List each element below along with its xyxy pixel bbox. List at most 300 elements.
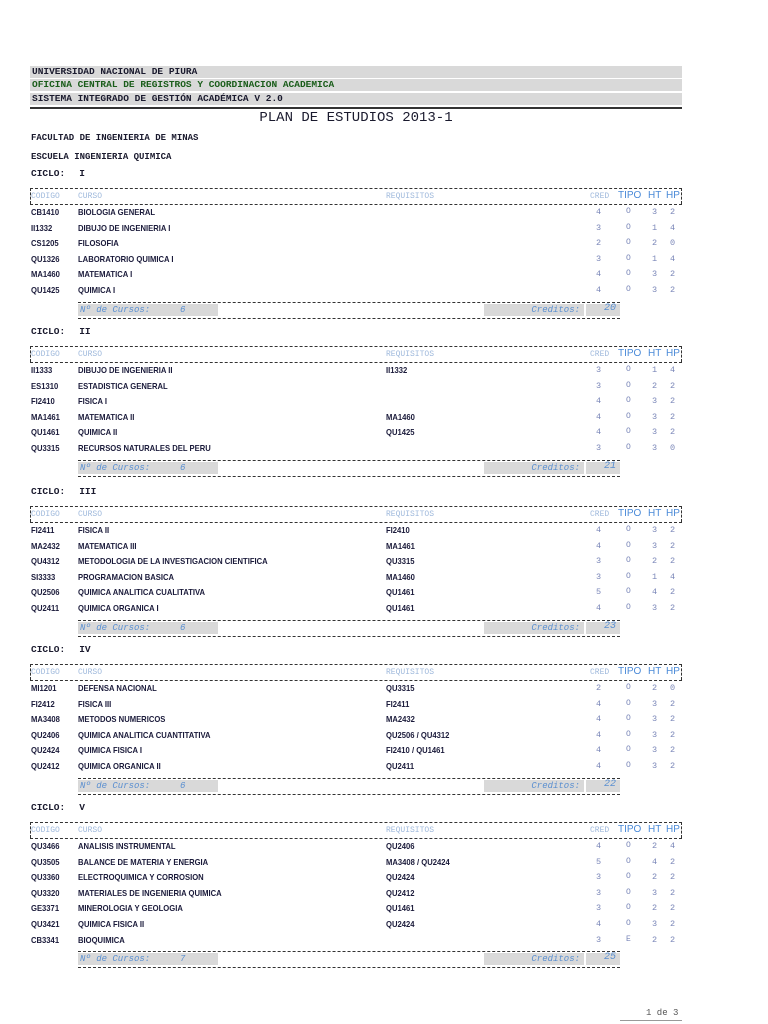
course-requisites: QU1461: [386, 587, 415, 598]
course-code: II1333: [31, 365, 53, 375]
course-name: PROGRAMACION BASICA: [78, 571, 175, 582]
course-code: QU3315: [31, 443, 60, 453]
course-row: [0, 207, 768, 222]
course-type: O: [626, 761, 631, 770]
course-row: [0, 269, 768, 284]
col-header-hp: HP: [666, 508, 680, 519]
course-name: MINEROLOGIA Y GEOLOGIA: [78, 903, 183, 914]
table-header-right-border: [681, 188, 682, 204]
ciclo-label-text: CICLO:: [31, 644, 66, 655]
course-type: O: [626, 540, 631, 550]
course-code: QU2424: [31, 745, 60, 756]
course-code: MI1201: [31, 683, 57, 693]
course-name: DEFENSA NACIONAL: [78, 683, 157, 693]
summary-bottom-rule: [78, 318, 620, 319]
course-practice-hours: 2: [670, 380, 676, 391]
course-credits: 3: [596, 365, 602, 375]
header-rule: [30, 107, 682, 109]
course-requisites: MA1460: [386, 571, 415, 582]
course-row: [0, 761, 768, 776]
header-university: UNIVERSIDAD NACIONAL DE PIURA: [30, 66, 682, 78]
col-header-tipo: TIPO: [618, 824, 642, 835]
credits-label: Creditos:: [531, 304, 580, 315]
course-credits: 4: [596, 427, 602, 438]
credits-bar: [484, 780, 584, 792]
col-header-ht: HT: [648, 824, 662, 835]
course-credits: 4: [596, 540, 602, 551]
ciclo-label-text: CICLO:: [31, 326, 66, 337]
course-theory-hours: 3: [652, 919, 658, 929]
courses-count-bar: [78, 304, 218, 316]
courses-count-label: Nº de Cursos:: [80, 622, 151, 633]
course-credits: 4: [596, 761, 602, 771]
course-code: II1332: [31, 222, 53, 233]
course-code: CS1205: [31, 238, 59, 249]
courses-count-value: 6: [180, 622, 186, 633]
course-credits: 3: [596, 903, 602, 914]
header-system: SISTEMA INTEGRADO DE GESTIÓN ACADÉMICA V 2.0: [30, 93, 682, 105]
course-type: O: [626, 919, 631, 928]
course-name: MATEMATICA II: [78, 411, 135, 422]
course-credits: 4: [596, 285, 602, 295]
course-theory-hours: 1: [652, 571, 658, 582]
header-office: OFICINA CENTRAL DE REGISTROS Y COORDINACION ACADEMICA: [30, 79, 682, 91]
summary-bottom-rule: [78, 476, 620, 477]
course-row: [0, 412, 768, 427]
course-practice-hours: 0: [670, 683, 676, 693]
col-header-tipo: TIPO: [618, 190, 642, 201]
ciclo-number: II: [79, 326, 91, 337]
course-theory-hours: 3: [652, 525, 658, 535]
course-row: [0, 556, 768, 571]
course-name: METODOS NUMERICOS: [78, 714, 166, 725]
credits-value: 22: [604, 778, 617, 790]
course-credits: 3: [596, 443, 602, 453]
course-code: QU3320: [31, 887, 60, 898]
table-header-bottom-rule: [30, 204, 682, 205]
course-type: O: [626, 365, 631, 374]
course-practice-hours: 2: [670, 525, 676, 535]
course-practice-hours: 2: [670, 411, 676, 422]
col-header-requisitos: REQUISITOS: [386, 826, 435, 835]
course-theory-hours: 2: [652, 903, 658, 914]
col-header-requisitos: REQUISITOS: [386, 350, 435, 359]
table-header-top-rule: [30, 346, 682, 347]
course-credits: 5: [596, 856, 602, 867]
course-code: MA1461: [31, 411, 60, 422]
table-header-bottom-rule: [30, 362, 682, 363]
course-row: [0, 381, 768, 396]
course-credits: 2: [596, 683, 602, 693]
course-practice-hours: 2: [670, 396, 676, 407]
course-code: QU2412: [31, 761, 60, 771]
course-code: MA2432: [31, 540, 60, 551]
ciclo-label: [31, 486, 96, 497]
page-number: 1 de 3: [646, 1008, 679, 1018]
course-name: QUIMICA ANALITICA CUALITATIVA: [78, 587, 206, 598]
summary-top-rule: [78, 620, 620, 621]
ciclo-label-text: CICLO:: [31, 168, 66, 179]
course-practice-hours: 2: [670, 856, 676, 867]
course-name: BIOLOGIA GENERAL: [78, 207, 156, 217]
course-theory-hours: 3: [652, 411, 658, 422]
course-requisites: FI2410: [386, 525, 410, 535]
credits-label: Creditos:: [531, 954, 580, 965]
ciclo-number: IV: [79, 644, 91, 655]
course-credits: 3: [596, 222, 602, 233]
course-practice-hours: 2: [670, 714, 676, 725]
course-theory-hours: 3: [652, 396, 658, 407]
course-theory-hours: 2: [652, 934, 658, 945]
credits-value: 23: [604, 620, 617, 632]
course-type: O: [626, 887, 631, 897]
course-credits: 4: [596, 729, 602, 740]
course-code: SI3333: [31, 571, 56, 582]
course-row: [0, 238, 768, 253]
course-type: O: [626, 729, 631, 739]
course-row: [0, 841, 768, 856]
col-header-hp: HP: [666, 666, 680, 677]
course-name: METODOLOGIA DE LA INVESTIGACION CIENTIFICA: [78, 556, 268, 567]
col-header-ht: HT: [648, 508, 662, 519]
col-header-codigo: CODIGO: [31, 350, 60, 359]
course-type: O: [626, 269, 631, 279]
facultad-label: FACULTAD DE INGENIERIA DE MINAS: [31, 133, 199, 143]
course-requisites: FI2410 / QU1461: [386, 745, 445, 756]
course-code: QU3421: [31, 919, 60, 929]
credits-bar: [484, 462, 584, 474]
course-type: O: [626, 556, 631, 566]
course-type: O: [626, 253, 631, 263]
course-practice-hours: 2: [670, 427, 676, 438]
courses-count-value: 6: [180, 462, 186, 473]
course-type: O: [626, 856, 631, 866]
summary-top-rule: [78, 951, 620, 952]
course-code: FI2410: [31, 396, 55, 407]
course-row: [0, 572, 768, 587]
course-name: QUIMICA FISICA I: [78, 745, 143, 756]
course-practice-hours: 2: [670, 887, 676, 898]
credits-label: Creditos:: [531, 462, 580, 473]
col-header-tipo: TIPO: [618, 348, 642, 359]
col-header-cred: CRED: [590, 826, 610, 835]
course-requisites: MA3408 / QU2424: [386, 856, 450, 867]
course-name: FILOSOFIA: [78, 238, 119, 249]
course-theory-hours: 4: [652, 587, 658, 598]
course-type: E: [626, 934, 631, 944]
course-type: O: [626, 714, 631, 724]
col-header-codigo: CODIGO: [31, 668, 60, 677]
course-row: [0, 541, 768, 556]
course-requisites: QU2506 / QU4312: [386, 729, 450, 740]
course-code: QU1425: [31, 285, 60, 295]
courses-count-label: Nº de Cursos:: [80, 304, 151, 315]
course-credits: 4: [596, 269, 602, 280]
escuela-label: ESCUELA INGENIERIA QUIMICA: [31, 152, 172, 162]
course-name: FISICA III: [78, 698, 112, 709]
course-code: QU1326: [31, 253, 60, 264]
course-credits: 3: [596, 872, 602, 883]
course-theory-hours: 3: [652, 714, 658, 725]
summary-bottom-rule: [78, 794, 620, 795]
course-practice-hours: 4: [670, 365, 676, 375]
course-type: O: [626, 841, 631, 850]
course-row: [0, 699, 768, 714]
courses-count-value: 6: [180, 780, 186, 791]
summary-top-rule: [78, 460, 620, 461]
course-credits: 4: [596, 714, 602, 725]
course-name: DIBUJO DE INGENIERIA I: [78, 222, 171, 233]
course-credits: 4: [596, 411, 602, 422]
credits-label: Creditos:: [531, 780, 580, 791]
col-header-codigo: CODIGO: [31, 192, 60, 201]
course-credits: 3: [596, 934, 602, 945]
col-header-requisitos: REQUISITOS: [386, 510, 435, 519]
course-code: MA1460: [31, 269, 60, 280]
course-row: [0, 730, 768, 745]
course-type: O: [626, 207, 631, 216]
course-theory-hours: 3: [652, 729, 658, 740]
course-type: O: [626, 222, 631, 232]
course-theory-hours: 3: [652, 443, 658, 453]
course-name: QUIMICA I: [78, 285, 116, 295]
course-requisites: FI2411: [386, 698, 410, 709]
col-header-tipo: TIPO: [618, 508, 642, 519]
course-theory-hours: 3: [652, 698, 658, 709]
course-credits: 3: [596, 253, 602, 264]
course-row: [0, 872, 768, 887]
credits-bar: [484, 953, 584, 965]
course-practice-hours: 2: [670, 285, 676, 295]
col-header-codigo: CODIGO: [31, 826, 60, 835]
course-practice-hours: 2: [670, 603, 676, 613]
course-practice-hours: 2: [670, 903, 676, 914]
ciclo-label: [31, 802, 85, 813]
course-practice-hours: 2: [670, 919, 676, 929]
course-practice-hours: 2: [670, 587, 676, 598]
course-credits: 4: [596, 525, 602, 535]
course-requisites: MA1460: [386, 411, 415, 422]
course-code: CB3341: [31, 934, 60, 945]
course-name: QUIMICA ANALITICA CUANTITATIVA: [78, 729, 211, 740]
course-name: MATEMATICA I: [78, 269, 133, 280]
course-practice-hours: 2: [670, 540, 676, 551]
course-row: [0, 603, 768, 618]
credits-bar: [484, 622, 584, 634]
course-type: O: [626, 903, 631, 913]
course-row: [0, 254, 768, 269]
course-practice-hours: 2: [670, 207, 676, 217]
course-type: O: [626, 571, 631, 581]
course-code: CB1410: [31, 207, 60, 217]
course-type: O: [626, 411, 631, 421]
course-credits: 2: [596, 238, 602, 249]
course-theory-hours: 3: [652, 887, 658, 898]
col-header-requisitos: REQUISITOS: [386, 668, 435, 677]
course-name: FISICA II: [78, 525, 110, 535]
credits-value: 25: [604, 952, 617, 964]
table-header-top-rule: [30, 664, 682, 665]
course-type: O: [626, 872, 631, 882]
ciclo-label-text: CICLO:: [31, 486, 66, 497]
course-name: BALANCE DE MATERIA Y ENERGIA: [78, 856, 209, 867]
course-credits: 4: [596, 207, 602, 217]
course-requisites: II1332: [386, 365, 408, 375]
col-header-curso: CURSO: [78, 510, 103, 519]
course-credits: 4: [596, 396, 602, 407]
courses-count-bar: [78, 622, 218, 634]
course-requisites: QU2406: [386, 841, 415, 851]
course-practice-hours: 4: [670, 253, 676, 264]
course-name: MATEMATICA III: [78, 540, 137, 551]
course-name: ELECTROQUIMICA Y CORROSION: [78, 872, 204, 883]
course-requisites: QU1461: [386, 603, 415, 613]
credits-label: Creditos:: [531, 622, 580, 633]
summary-top-rule: [78, 778, 620, 779]
course-code: QU2411: [31, 603, 60, 613]
courses-count-value: 7: [180, 954, 186, 965]
course-name: QUIMICA II: [78, 427, 118, 438]
course-name: ESTADISTICA GENERAL: [78, 380, 168, 391]
course-type: O: [626, 396, 631, 406]
course-theory-hours: 1: [652, 253, 658, 264]
course-name: BIOQUIMICA: [78, 934, 125, 945]
course-theory-hours: 3: [652, 603, 658, 613]
course-name: QUIMICA ORGANICA I: [78, 603, 159, 613]
course-practice-hours: 0: [670, 443, 676, 453]
course-row: [0, 745, 768, 760]
course-row: [0, 427, 768, 442]
course-practice-hours: 2: [670, 729, 676, 740]
table-header-bottom-rule: [30, 680, 682, 681]
course-type: O: [626, 427, 631, 437]
course-name: RECURSOS NATURALES DEL PERU: [78, 443, 211, 453]
course-theory-hours: 3: [652, 540, 658, 551]
course-code: QU4312: [31, 556, 60, 567]
course-practice-hours: 2: [670, 761, 676, 771]
course-code: GE3371: [31, 903, 60, 914]
course-name: ANALISIS INSTRUMENTAL: [78, 841, 176, 851]
ciclo-label-text: CICLO:: [31, 802, 66, 813]
course-name: LABORATORIO QUIMICA I: [78, 253, 174, 264]
course-requisites: QU3315: [386, 556, 415, 567]
course-practice-hours: 2: [670, 745, 676, 756]
course-name: DIBUJO DE INGENIERIA II: [78, 365, 173, 375]
course-type: O: [626, 525, 631, 534]
course-credits: 4: [596, 603, 602, 613]
col-header-ht: HT: [648, 190, 662, 201]
courses-count-label: Nº de Cursos:: [80, 462, 151, 473]
courses-count-bar: [78, 780, 218, 792]
course-name: QUIMICA FISICA II: [78, 919, 145, 929]
course-row: [0, 888, 768, 903]
course-practice-hours: 2: [670, 269, 676, 280]
course-row: [0, 714, 768, 729]
course-practice-hours: 0: [670, 238, 676, 249]
col-header-curso: CURSO: [78, 826, 103, 835]
course-practice-hours: 2: [670, 872, 676, 883]
course-type: O: [626, 285, 631, 294]
ciclo-number: I: [79, 168, 85, 179]
table-header-bottom-rule: [30, 522, 682, 523]
col-header-ht: HT: [648, 666, 662, 677]
course-credits: 4: [596, 919, 602, 929]
course-requisites: QU2411: [386, 761, 415, 771]
course-row: [0, 443, 768, 458]
col-header-requisitos: REQUISITOS: [386, 192, 435, 201]
table-header-right-border: [681, 664, 682, 680]
col-header-hp: HP: [666, 824, 680, 835]
summary-bottom-rule: [78, 967, 620, 968]
course-theory-hours: 2: [652, 556, 658, 567]
course-row: [0, 587, 768, 602]
col-header-hp: HP: [666, 348, 680, 359]
course-code: FI2411: [31, 525, 55, 535]
ciclo-label: [31, 644, 91, 655]
course-type: O: [626, 238, 631, 248]
course-theory-hours: 3: [652, 285, 658, 295]
course-code: ES1310: [31, 380, 59, 391]
course-row: [0, 903, 768, 918]
course-type: O: [626, 745, 631, 755]
courses-count-label: Nº de Cursos:: [80, 780, 151, 791]
table-header-top-rule: [30, 822, 682, 823]
course-theory-hours: 2: [652, 841, 658, 851]
course-theory-hours: 4: [652, 856, 658, 867]
course-type: O: [626, 683, 631, 692]
course-type: O: [626, 698, 631, 708]
footer-rule: [620, 1020, 682, 1021]
course-code: QU2506: [31, 587, 60, 598]
table-header-top-rule: [30, 188, 682, 189]
ciclo-label: [31, 168, 85, 179]
course-credits: 4: [596, 745, 602, 756]
table-header-right-border: [681, 822, 682, 838]
course-theory-hours: 2: [652, 872, 658, 883]
course-code: FI2412: [31, 698, 55, 709]
credits-bar: [484, 304, 584, 316]
course-row: [0, 935, 768, 950]
col-header-ht: HT: [648, 348, 662, 359]
course-requisites: QU2424: [386, 872, 415, 883]
ciclo-number: III: [79, 486, 97, 497]
credits-value: 20: [604, 302, 617, 314]
course-requisites: MA2432: [386, 714, 415, 725]
table-header-right-border: [681, 506, 682, 522]
course-practice-hours: 4: [670, 841, 676, 851]
course-code: QU3466: [31, 841, 60, 851]
col-header-cred: CRED: [590, 668, 610, 677]
course-theory-hours: 3: [652, 207, 658, 217]
table-header-top-rule: [30, 506, 682, 507]
course-name: QUIMICA ORGANICA II: [78, 761, 161, 771]
course-row: [0, 396, 768, 411]
page-title: PLAN DE ESTUDIOS 2013-1: [259, 110, 453, 126]
course-theory-hours: 3: [652, 761, 658, 771]
course-practice-hours: 2: [670, 556, 676, 567]
course-row: [0, 525, 768, 540]
course-theory-hours: 2: [652, 380, 658, 391]
summary-top-rule: [78, 302, 620, 303]
col-header-codigo: CODIGO: [31, 510, 60, 519]
course-credits: 4: [596, 841, 602, 851]
col-header-cred: CRED: [590, 192, 610, 201]
col-header-curso: CURSO: [78, 192, 103, 201]
course-code: QU1461: [31, 427, 60, 438]
course-row: [0, 683, 768, 698]
course-requisites: QU2412: [386, 887, 415, 898]
course-code: QU3505: [31, 856, 60, 867]
